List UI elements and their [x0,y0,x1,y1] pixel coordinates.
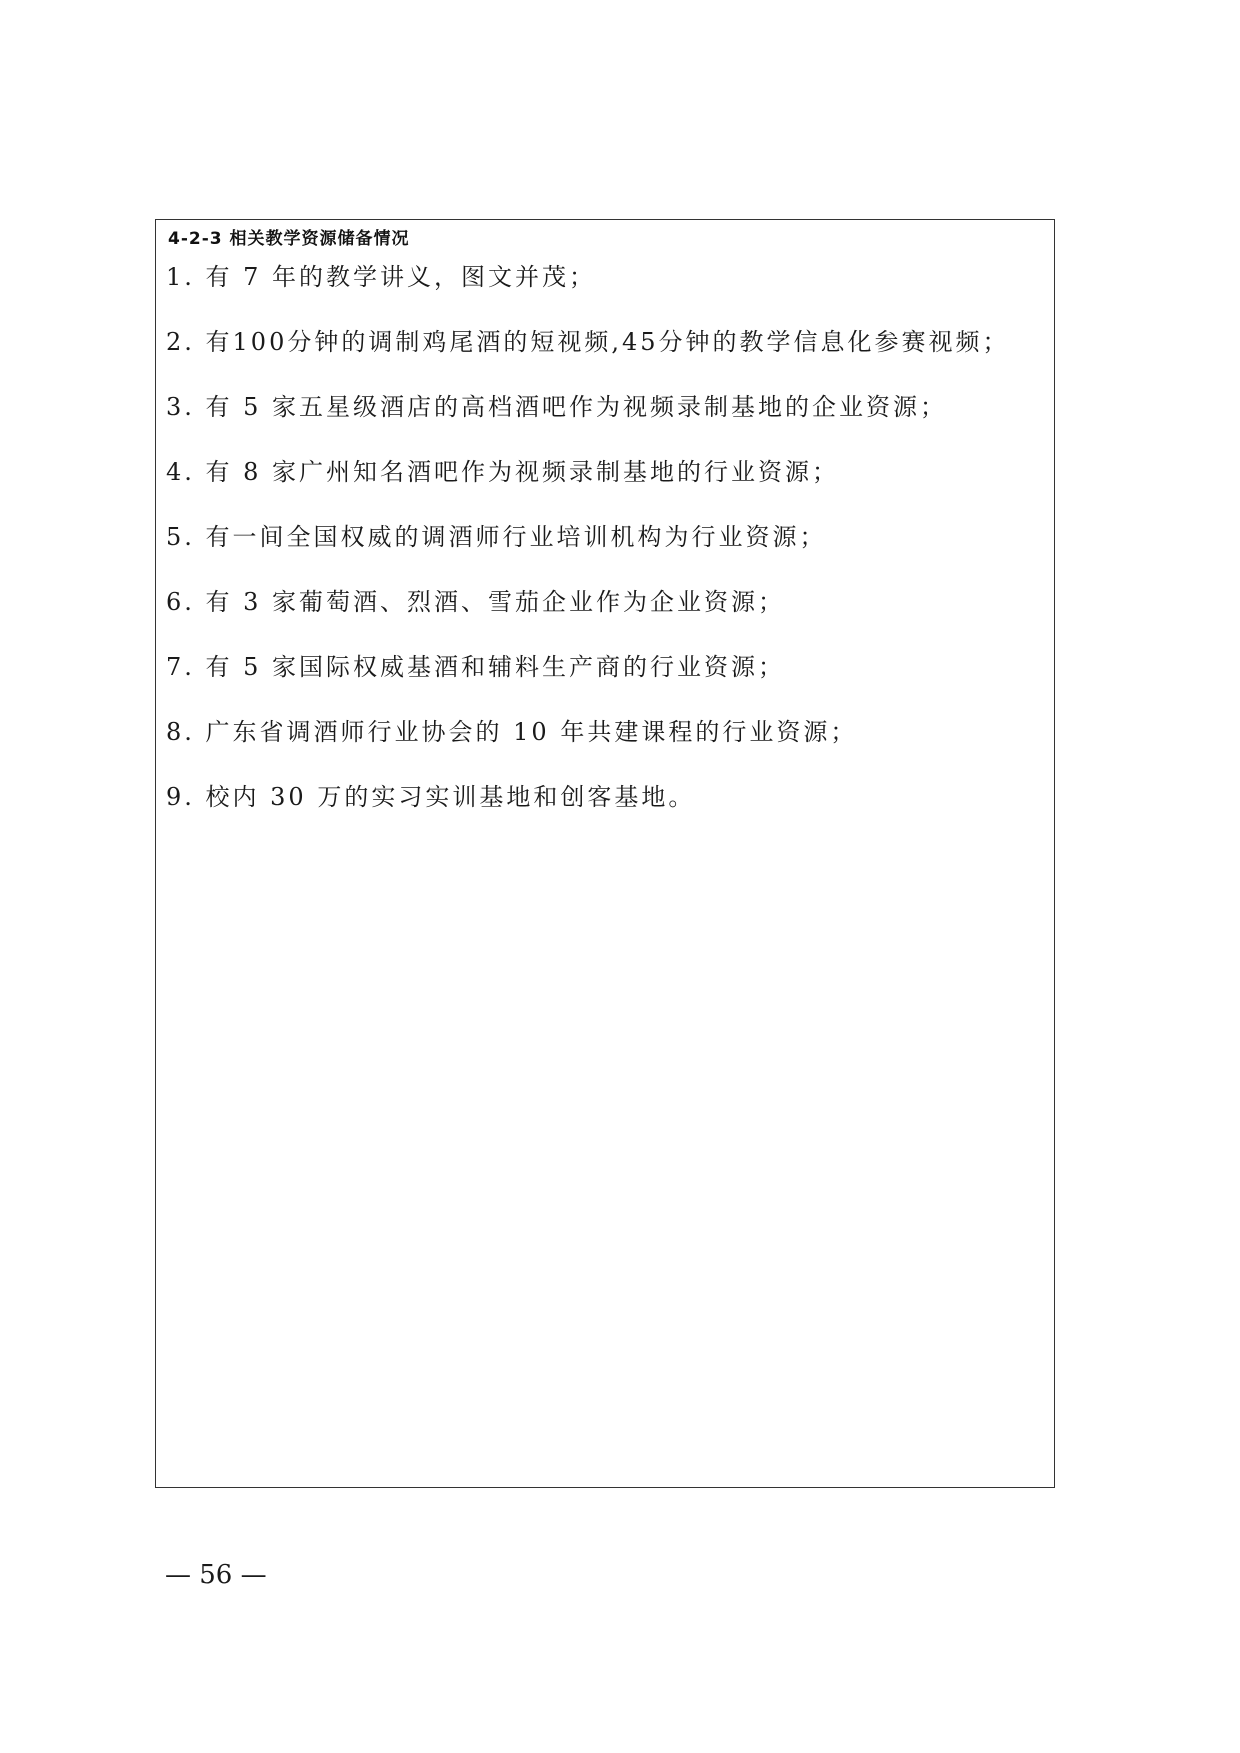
list-item: 6. 有 3 家葡萄酒、烈酒、雪茄企业作为企业资源； [166,588,786,616]
list-item: 5. 有一间全国权威的调酒师行业培训机构为行业资源； [166,523,827,551]
resource-list [166,260,1010,845]
list-item: 4. 有 8 家广州知名酒吧作为视频录制基地的行业资源； [166,458,840,486]
list-item: 1. 有 7 年的教学讲义，图文并茂； [166,263,597,291]
list-item: 8. 广东省调酒师行业协会的 10 年共建课程的行业资源； [166,718,858,746]
list-item: 9. 校内 30 万的实习实训基地和创客基地。 [166,783,696,811]
list-item: 3. 有 5 家五星级酒店的高档酒吧作为视频录制基地的企业资源； [166,393,948,421]
list-item: 7. 有 5 家国际权威基酒和辅料生产商的行业资源； [166,653,786,681]
content-table-cell [155,219,1055,1488]
list-item: 2. 有100分钟的调制鸡尾酒的短视频,45分钟的教学信息化参赛视频； [166,328,1010,356]
page-number: — 56 — [165,1560,267,1590]
section-title: 4-2-3 相关教学资源储备情况 [168,229,410,249]
